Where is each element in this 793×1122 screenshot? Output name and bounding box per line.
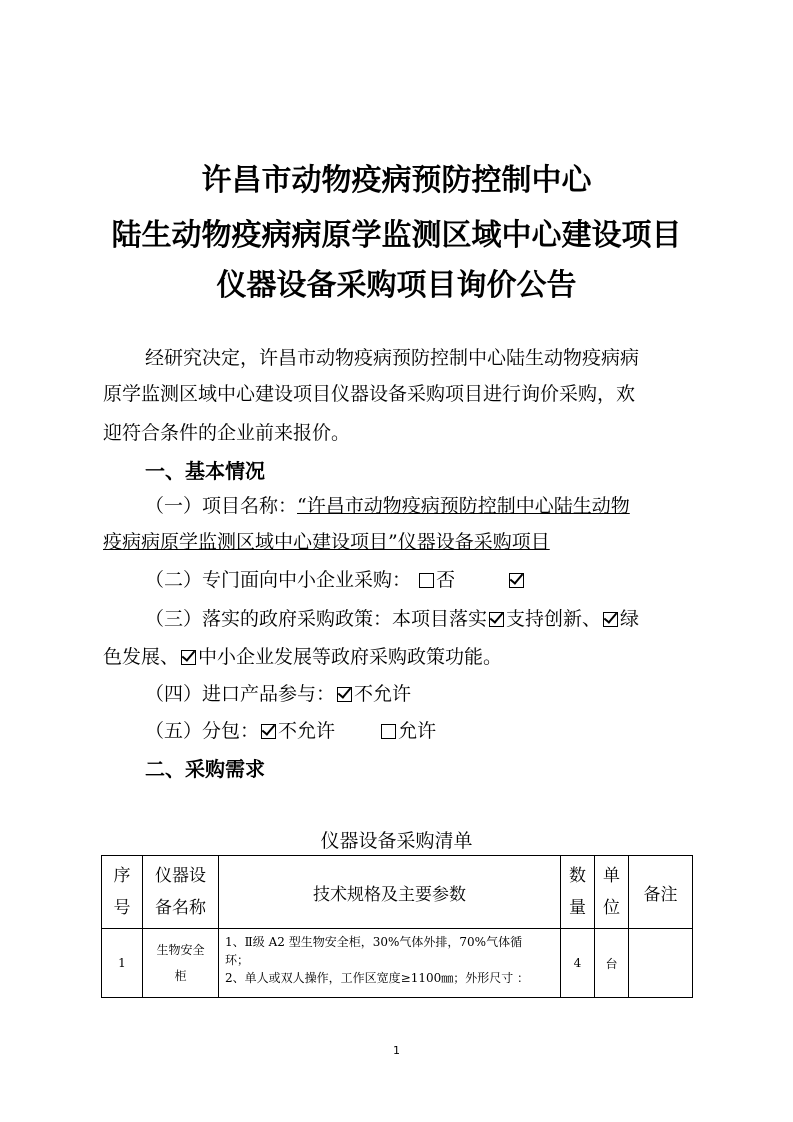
item-3-line-2a: 色发展、: [103, 646, 180, 668]
checkbox-checked-icon[interactable]: [489, 612, 504, 627]
item-1-prefix: （一）项目名称：: [145, 495, 298, 517]
header-name: 仪器设 备名称: [143, 856, 219, 929]
intro-line-1: 经研究决定，许昌市动物疫病预防控制中心陆生动物疫病病: [145, 347, 640, 369]
item-4-prefix: （四）进口产品参与：: [145, 683, 336, 705]
header-spec: 技术规格及主要参数: [219, 856, 561, 929]
checkbox-checked-icon[interactable]: [337, 687, 352, 702]
checkbox-checked-icon[interactable]: [261, 724, 276, 739]
intro-line-2: 原学监测区域中心建设项目仪器设备采购项目进行询价采购，欢: [103, 383, 636, 405]
header-qty: 数 量: [561, 856, 595, 929]
table-header-row: [102, 856, 693, 929]
header-note: 备注: [629, 856, 693, 929]
item-5-prefix: （五）分包：: [145, 720, 260, 742]
project-name-part-1: “许昌市动物疫病预防控制中心陆生动物: [297, 495, 630, 517]
item-2-line: [145, 565, 526, 592]
header-seq: 序 号: [102, 856, 143, 929]
row-unit: 台: [595, 929, 629, 998]
item-3-line-2b: 中小企业发展等政府采购政策功能。: [198, 646, 503, 668]
row-name: 生物安全 柜: [143, 929, 219, 998]
item-3-prefix: （三）落实的政府采购政策：本项目落实: [145, 608, 488, 630]
item-2-opt-no: 否: [436, 569, 456, 591]
header-unit: 单 位: [595, 856, 629, 929]
section-2-heading: 二、采购需求: [145, 757, 265, 781]
item-5-opt-1: 不允许: [278, 720, 336, 742]
item-3-policy-2: 绿: [620, 608, 640, 630]
item-3-line-1: [145, 604, 639, 631]
item-4-line: [145, 679, 411, 706]
item-5-opt-2: 允许: [398, 720, 437, 742]
checkbox-unchecked-icon[interactable]: [381, 724, 396, 739]
table-caption: 仪器设备采购清单: [320, 830, 473, 852]
project-name-part-2: 疫病病原学监测区域中心建设项目”仪器设备采购项目: [103, 531, 550, 553]
item-3-line-2: [103, 642, 502, 669]
page-number: 1: [393, 1044, 400, 1057]
item-5-line: [145, 716, 436, 743]
title-line-2: 陆生动物疫病病原学监测区域中心建设项目: [111, 218, 682, 253]
checkbox-checked-icon[interactable]: [509, 573, 524, 588]
title-line-1: 许昌市动物疫病预防控制中心: [201, 163, 592, 198]
procurement-table: [101, 855, 693, 998]
row-spec: 1、Ⅱ级 A2 型生物安全柜，30%气体外排，70%气体循 环； 2、单人或双人操作，工作区宽度≥1100㎜；外形尺寸 ：: [219, 929, 561, 998]
row-seq: 1: [102, 929, 143, 998]
checkbox-checked-icon[interactable]: [603, 612, 618, 627]
item-2-text: （二）专门面向中小企业采购：: [145, 569, 412, 591]
table-row: [102, 929, 693, 998]
item-4-opt: 不允许: [354, 683, 412, 705]
checkbox-no-icon[interactable]: [419, 573, 434, 588]
row-note: [629, 929, 693, 998]
row-qty: 4: [561, 929, 595, 998]
intro-line-3: 迎符合条件的企业前来报价。: [103, 422, 351, 444]
section-1-heading: 一、基本情况: [145, 459, 265, 483]
title-line-3: 仪器设备采购项目询价公告: [216, 268, 577, 303]
item-3-policy-1: 支持创新、: [506, 608, 602, 630]
item-1-line-1: [145, 491, 630, 518]
checkbox-checked-icon[interactable]: [181, 650, 196, 665]
